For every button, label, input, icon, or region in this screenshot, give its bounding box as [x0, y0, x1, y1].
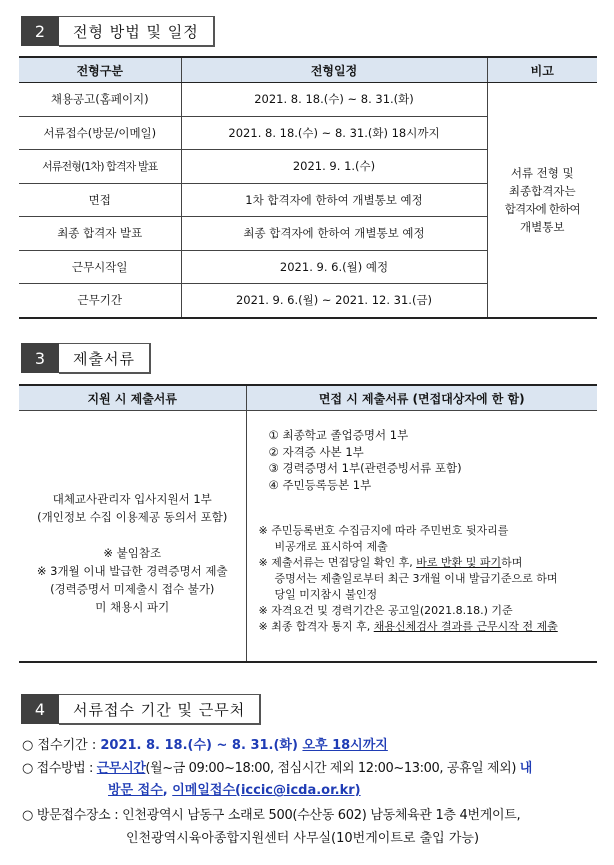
place-office: 인천광역시육아종합지원센터 사무실(10번게이트로 출입 가능)	[126, 831, 480, 846]
apply-doc-line: (경력증명서 미제출시 접수 불가)	[50, 582, 215, 596]
interview-documents-cell	[246, 411, 597, 663]
period-line	[22, 734, 388, 753]
section3-header	[21, 343, 151, 373]
note-underline: 바로 반환 및 파기	[416, 556, 502, 569]
apply-doc-line: 미 채용시 파기	[95, 600, 170, 614]
schedule-header-note: 비고	[487, 57, 597, 83]
schedule-date: 2021. 9. 6.(월) 예정	[181, 250, 487, 284]
section3-title: 제출서류	[59, 343, 151, 374]
schedule-date: 최종 합격자에 한하여 개별통보 예정	[181, 217, 487, 251]
schedule-kind: 서류접수(방문/이메일)	[19, 116, 181, 150]
note-line: 서류 전형 및	[510, 165, 574, 180]
interview-note-line	[259, 555, 598, 571]
section3-number: 3	[21, 343, 59, 373]
section2-number: 2	[21, 16, 59, 46]
interview-doc-item: ② 자격증 사본 1부	[268, 444, 364, 459]
interview-note-line: 증명서는 제출일로부터 최근 3개월 이내 발급기준으로 하며	[274, 572, 558, 585]
method-line	[22, 757, 532, 776]
method-email[interactable]: 이메일접수(iccic@icda.or.kr)	[172, 783, 361, 798]
apply-documents-cell	[19, 411, 246, 663]
place-line-2	[126, 827, 479, 846]
schedule-date: 1차 합격자에 한하여 개별통보 예정	[181, 183, 487, 217]
schedule-date: 2021. 8. 18.(수) ~ 8. 31.(화) 18시까지	[181, 116, 487, 150]
note-line: 개별통보	[520, 219, 565, 234]
interview-note-line: 비공개로 표시하여 제출	[274, 540, 388, 553]
section2-header	[21, 16, 215, 46]
schedule-kind: 최종 합격자 발표	[19, 217, 181, 251]
interview-note-line: ※ 자격요건 및 경력기간은 공고일(2021.8.18.) 기준	[258, 604, 513, 617]
documents-table	[19, 384, 597, 663]
method-visit: 방문 접수	[108, 783, 163, 798]
section4-number: 4	[21, 694, 59, 724]
period-label: ○ 접수기간 :	[22, 738, 101, 753]
apply-doc-line: (개인정보 수집 이용제공 동의서 포함)	[37, 510, 228, 524]
period-deadline: 오후 18시까지	[302, 738, 388, 753]
table-row	[19, 83, 597, 117]
schedule-header-row	[19, 57, 597, 83]
apply-doc-line: ※ 3개월 이내 발급한 경력증명서 제출	[36, 564, 228, 578]
schedule-date: 2021. 8. 18.(수) ~ 8. 31.(화)	[181, 83, 487, 117]
method-label: ○ 접수방법 :	[22, 761, 97, 776]
method-separator: ,	[162, 783, 173, 798]
schedule-date: 2021. 9. 1.(수)	[181, 150, 487, 184]
schedule-table	[19, 56, 597, 319]
note-underline: 채용신체검사 결과를 근무시작 전 제출	[373, 620, 558, 633]
apply-doc-line: 대체교사관리자 입사지원서 1부	[52, 492, 212, 506]
documents-header-interview: 면접 시 제출서류 (면접대상자에 한 함)	[246, 385, 597, 411]
table-row	[19, 411, 597, 663]
interview-note-line: 당일 미지참시 불인정	[274, 588, 378, 601]
interview-doc-item: ① 최종학교 졸업증명서 1부	[268, 428, 409, 442]
apply-doc-line: ※ 붙임참조	[103, 546, 162, 560]
schedule-note	[487, 83, 597, 318]
documents-header-row	[19, 385, 597, 411]
documents-header-apply: 지원 시 제출서류	[19, 385, 246, 411]
method-hours: 근무시간	[96, 761, 146, 776]
place-label: ○ 방문접수장소 :	[22, 808, 123, 823]
schedule-kind: 채용공고(홈페이지)	[19, 83, 181, 117]
method-line-2	[108, 779, 361, 798]
interview-doc-item: ③ 경력증명서 1부(관련증빙서류 포함)	[268, 461, 462, 475]
schedule-kind: 서류전형(1차) 합격자 발표	[19, 150, 181, 184]
note-line: 최종합격자는	[508, 183, 576, 198]
method-in: 내	[519, 761, 532, 776]
period-value: 2021. 8. 18.(수) ~ 8. 31.(화)	[100, 738, 303, 753]
section4-header	[21, 694, 261, 724]
note-line: 합격자에 한하여	[504, 201, 580, 216]
schedule-kind: 근무시작일	[19, 250, 181, 284]
section2-title: 전형 방법 및 일정	[59, 16, 215, 47]
schedule-date: 2021. 9. 6.(월) ~ 2021. 12. 31.(금)	[181, 284, 487, 318]
interview-note-line	[259, 619, 598, 635]
interview-doc-item: ④ 주민등록등본 1부	[268, 477, 372, 492]
schedule-header-date: 전형일정	[181, 57, 487, 83]
interview-note-line: ※ 주민등록번호 수집금지에 따라 주민번호 뒷자리를	[258, 524, 509, 537]
note-text: ※ 제출서류는 면접당일 확인 후,	[258, 556, 417, 569]
section4-title: 서류접수 기간 및 근무처	[59, 694, 261, 725]
note-text: ※ 최종 합격자 통지 후,	[258, 620, 374, 633]
method-detail: (월~금 09:00~18:00, 점심시간 제외 12:00~13:00, 공휴일 제외)	[145, 761, 520, 776]
note-text: 하며	[501, 556, 523, 569]
schedule-kind: 면접	[19, 183, 181, 217]
schedule-header-kind: 전형구분	[19, 57, 181, 83]
place-address: 인천광역시 남동구 소래로 500(수산동 602) 남동체육관 1층 4번게이트,	[122, 808, 521, 823]
place-line	[22, 804, 520, 823]
schedule-kind: 근무기간	[19, 284, 181, 318]
